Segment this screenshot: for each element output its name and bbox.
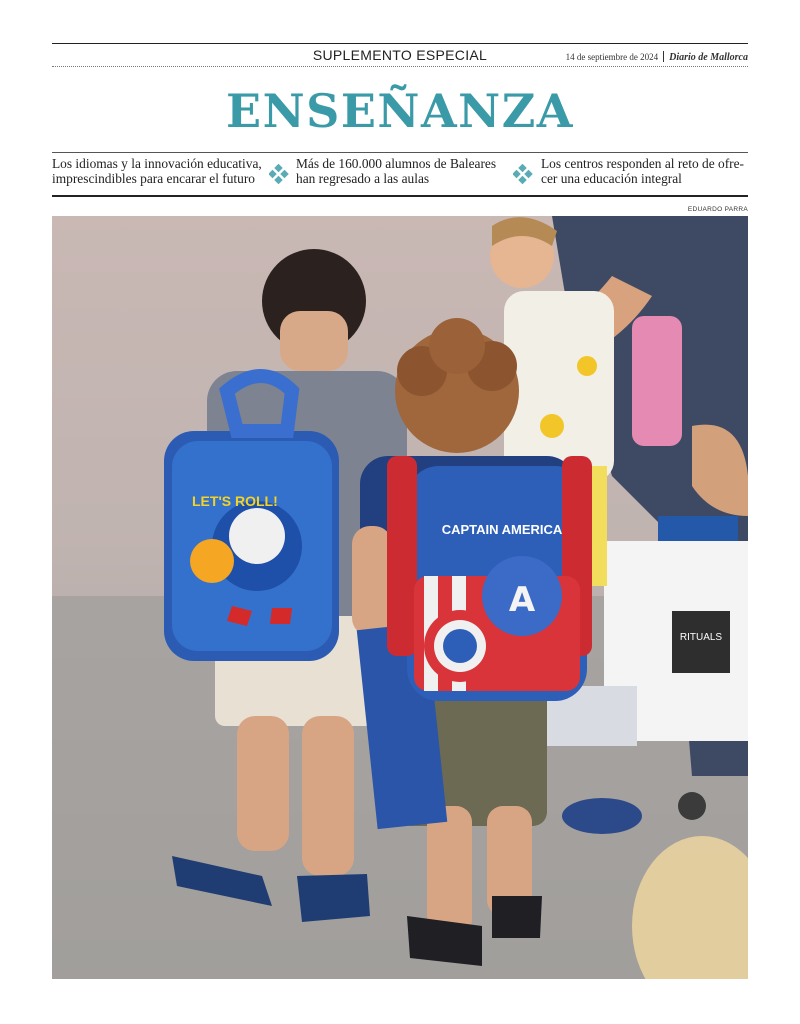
children-backpacks-illustration	[52, 216, 748, 979]
teaser-bottom-rule	[52, 195, 748, 197]
meta-separator	[663, 51, 664, 62]
teaser-3-line-1: Los centros responden al reto de ofre-	[541, 156, 745, 171]
teaser-2-line-1: Más de 160.000 alumnos de Baleares	[296, 156, 497, 171]
newspaper-brand: Diario de Mallorca	[669, 52, 748, 63]
teaser-1-line-2: imprescindibles para encarar el futuro	[52, 171, 255, 186]
teaser-1[interactable]	[52, 156, 267, 186]
backpack-left-text: LET'S ROLL!	[192, 493, 278, 509]
issue-date: 14 de septiembre de 2024	[565, 52, 659, 62]
diamond-bullet-icon	[269, 164, 289, 184]
teaser-3[interactable]	[541, 156, 751, 186]
svg-text:A: A	[508, 580, 536, 620]
teaser-top-rule	[52, 152, 748, 153]
diamond-bullet-icon	[513, 164, 533, 184]
teaser-row	[52, 156, 748, 192]
bag-logo: RITUALS	[679, 632, 723, 643]
issue-meta	[566, 51, 748, 63]
teaser-2[interactable]	[296, 156, 516, 186]
backpack-right-text: CAPTAIN AMERICA	[441, 522, 563, 537]
top-rule	[52, 43, 748, 44]
section-label: SUPLEMENTO ESPECIAL	[312, 47, 488, 63]
main-photo	[52, 216, 748, 979]
photo-credit: EDUARDO PARRA	[687, 206, 748, 213]
teaser-2-line-2: han regresado a las aulas	[296, 171, 430, 186]
teaser-1-line-1: Los idiomas y la innovación educativa,	[52, 156, 262, 171]
page-headline: ENSEÑANZA	[226, 84, 574, 138]
teaser-3-line-2: cer una educación integral	[541, 171, 682, 186]
header-strip	[52, 46, 748, 67]
